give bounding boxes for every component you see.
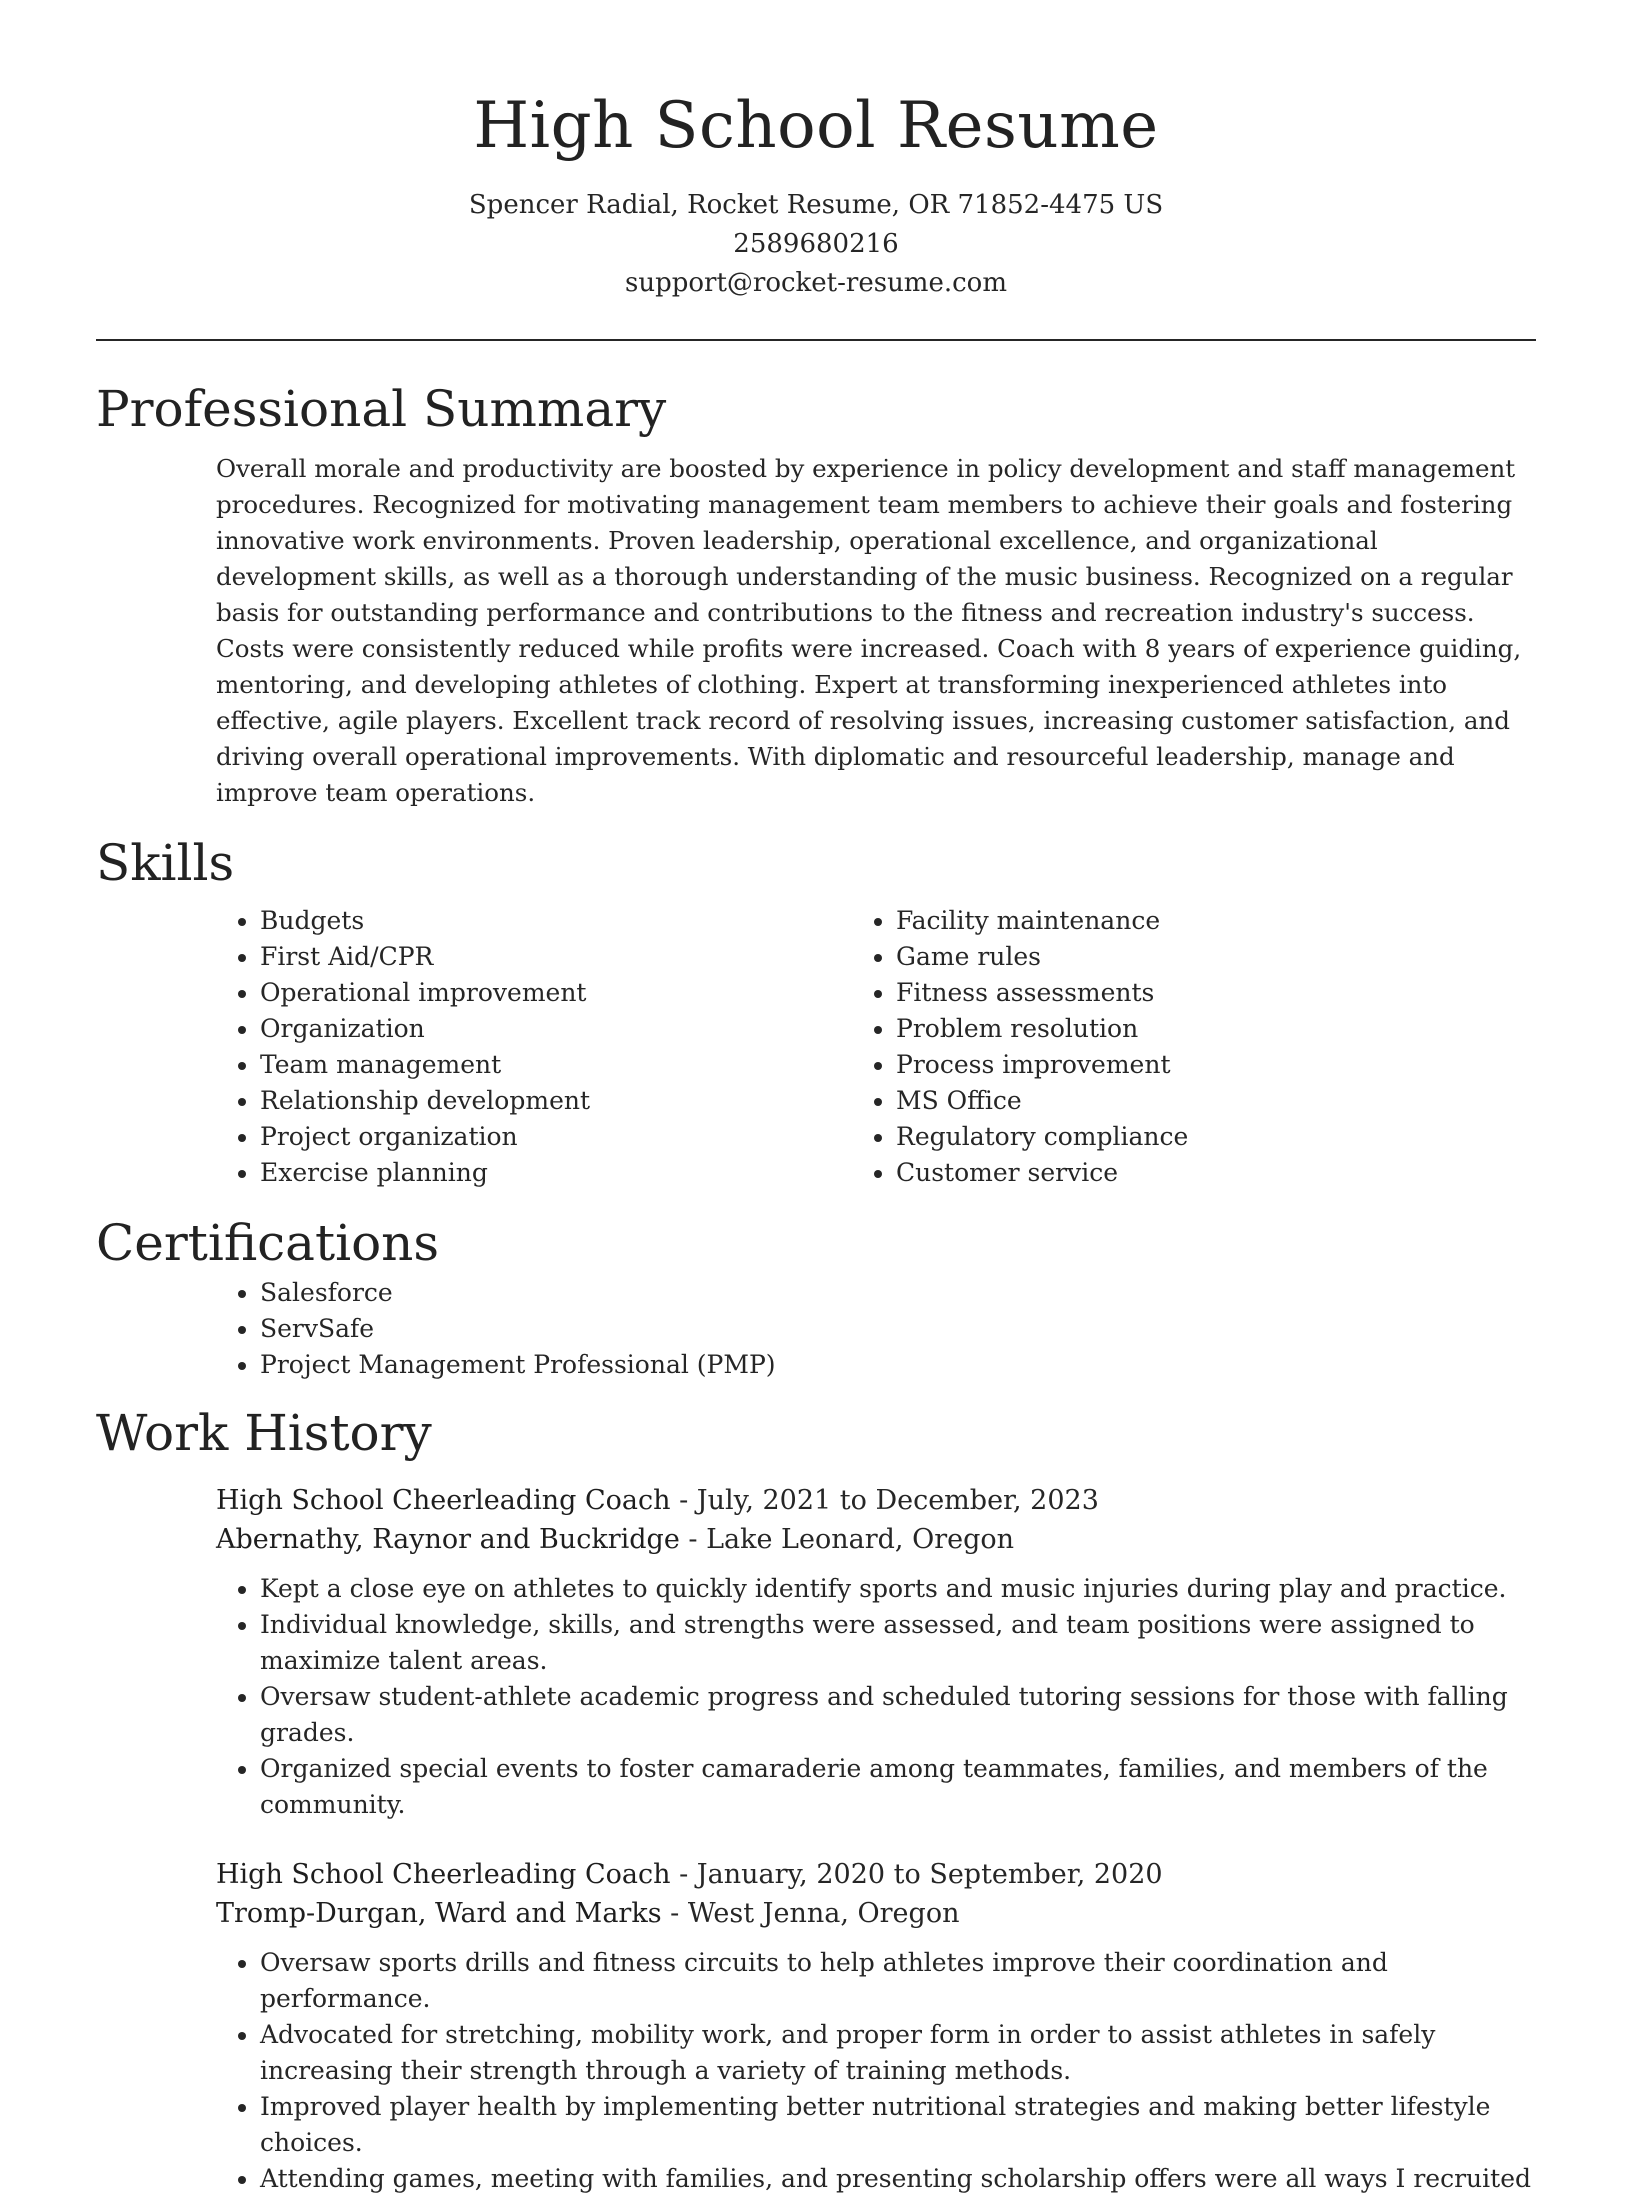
skill-item: • Regulatory compliance	[896, 1119, 1188, 1155]
job-location: West Jenna, Oregon	[687, 1898, 960, 1929]
contact-info	[96, 186, 1536, 303]
contact-address: Spencer Radial, Rocket Resume, OR 71852-4475 US	[468, 190, 1164, 220]
skill-item: • Game rules	[896, 939, 1188, 975]
job-company: Abernathy, Raynor and Buckridge	[216, 1524, 680, 1555]
job-duties	[216, 1945, 1540, 2197]
certifications-list	[96, 1275, 1536, 1383]
summary-text: Overall morale and productivity are boosted by experience in policy development and staff management procedures. Recognized for motivating management team members to achieve their goals and fostering innovative work environments. Proven leadership, operational excellence, and organizational development skills, as well as a thorough understanding of the music business. Recognized on a regular basis for outstanding performance and contributions to the fitness and recreation industry's success. Costs were consistently reduced while profits were increased. Coach with 8 years of experience guiding, mentoring, and developing athletes of clothing. Expert at transforming inexperienced athletes into effective, agile players. Excellent track record of resolving issues, increasing customer satisfaction, and driving overall operational improvements. With diplomatic and resourceful leadership, manage and improve team operations.	[216, 454, 1522, 807]
skill-item: • Exercise planning	[260, 1155, 750, 1191]
job-title-line	[216, 1481, 1536, 1520]
duty-item: • Oversaw sports drills and fitness circuits to help athletes improve their coordination and performance.	[260, 1945, 1540, 2017]
resume-page	[96, 0, 1536, 2197]
summary-heading: Professional Summary	[96, 380, 667, 438]
skill-item: • Project organization	[260, 1119, 750, 1155]
certifications-heading: Certifications	[96, 1214, 440, 1272]
header-divider	[96, 339, 1536, 341]
resume-header	[96, 0, 1536, 303]
separator: -	[670, 1485, 697, 1516]
skill-item: • Problem resolution	[896, 1011, 1188, 1047]
skills-heading: Skills	[96, 834, 235, 892]
job-entry	[216, 1481, 1536, 1823]
contact-phone: 2589680216	[733, 229, 899, 259]
duty-item: • Kept a close eye on athletes to quickly identify sports and music injuries during play and practice.	[260, 1571, 1540, 1607]
skill-item: • Organization	[260, 1011, 750, 1047]
job-company-line	[216, 1894, 1536, 1933]
duty-item: • Individual knowledge, skills, and strengths were assessed, and team positions were assigned to maximize talent areas.	[260, 1607, 1540, 1679]
job-title-line	[216, 1855, 1536, 1894]
skill-item: • Team management	[260, 1047, 750, 1083]
resume-title: High School Resume	[473, 89, 1159, 163]
duty-item: • Advocated for stretching, mobility work, and proper form in order to assist athletes in safely increasing their strength through a variety of training methods.	[260, 2017, 1540, 2089]
duty-item: • Oversaw student-athlete academic progress and scheduled tutoring sessions for those with falling grades.	[260, 1679, 1540, 1751]
job-company-line	[216, 1520, 1536, 1559]
contact-email: support@rocket-resume.com	[624, 268, 1007, 298]
certification-item: • Project Management Professional (PMP)	[260, 1347, 1536, 1383]
skills-column-left	[96, 903, 750, 1191]
skill-item: • Budgets	[260, 903, 750, 939]
certification-item: • Salesforce	[260, 1275, 1536, 1311]
job-entry	[216, 1855, 1536, 2197]
skill-item: • MS Office	[896, 1083, 1188, 1119]
certification-item: • ServSafe	[260, 1311, 1536, 1347]
duty-item: • Organized special events to foster camaraderie among teammates, families, and members of the community.	[260, 1751, 1540, 1823]
separator: -	[679, 1524, 707, 1555]
separator: -	[670, 1859, 697, 1890]
job-location: Lake Leonard, Oregon	[706, 1524, 1015, 1555]
work-history-heading: Work History	[96, 1404, 432, 1462]
job-title: High School Cheerleading Coach	[216, 1485, 671, 1516]
job-title: High School Cheerleading Coach	[216, 1859, 671, 1890]
duty-item: • Improved player health by implementing better nutritional strategies and making better lifestyle choices.	[260, 2089, 1540, 2161]
skill-item: • Customer service	[896, 1155, 1188, 1191]
skill-item: • Fitness assessments	[896, 975, 1188, 1011]
duty-item: • Attending games, meeting with families, and presenting scholarship offers were all ways I recruited	[260, 2161, 1540, 2197]
skill-item: • Facility maintenance	[896, 903, 1188, 939]
skills-list	[96, 903, 1536, 1191]
separator: -	[661, 1898, 688, 1929]
skill-item: • Process improvement	[896, 1047, 1188, 1083]
skill-item: • First Aid/CPR	[260, 939, 750, 975]
job-dates: July, 2021 to December, 2023	[696, 1485, 1099, 1516]
job-duties	[216, 1571, 1540, 1823]
job-dates: January, 2020 to September, 2020	[696, 1859, 1163, 1890]
skill-item: • Operational improvement	[260, 975, 750, 1011]
job-company: Tromp-Durgan, Ward and Marks	[216, 1898, 662, 1929]
skills-column-right	[750, 903, 1188, 1191]
skill-item: • Relationship development	[260, 1083, 750, 1119]
